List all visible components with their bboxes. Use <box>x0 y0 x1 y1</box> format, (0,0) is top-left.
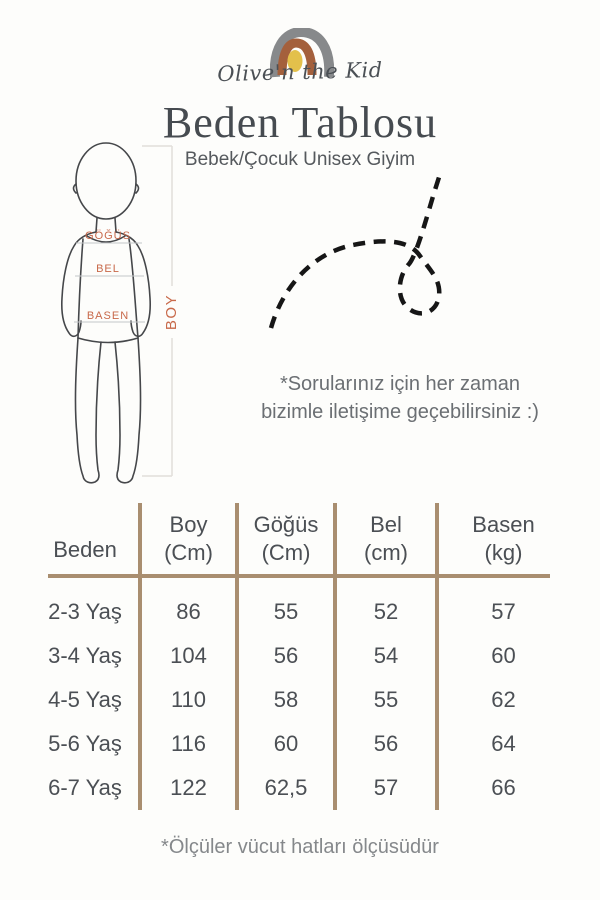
table-row <box>30 722 570 766</box>
column-header-unit: (cm) <box>364 539 408 565</box>
column-header-beden <box>30 503 140 574</box>
chest-label: GÖĞÜS <box>85 230 131 242</box>
contact-note-line1: *Sorularınız için her zaman <box>279 373 521 395</box>
column-header-unit: (kg) <box>484 539 523 565</box>
hip-label: BASEN <box>86 310 130 322</box>
column-header-unit: (Cm) <box>164 539 213 565</box>
cell-beden: 5-6 Yaş <box>48 731 122 756</box>
column-header-basen <box>437 503 570 574</box>
size-table-header <box>30 503 570 574</box>
cell-basen: 64 <box>491 731 516 756</box>
cell-bel: 54 <box>373 643 399 668</box>
table-row <box>30 590 570 634</box>
height-label: BOY <box>162 293 180 331</box>
table-header-rule <box>48 574 550 578</box>
footer-note: *Ölçüler vücut hatları ölçüsüdür <box>161 836 439 858</box>
cell-boy: 116 <box>170 731 207 756</box>
column-header-label: Boy <box>169 511 208 537</box>
cell-basen: 57 <box>491 599 516 624</box>
table-row <box>30 766 570 810</box>
column-header-label: Beden <box>53 537 117 562</box>
dashed-squiggle-decoration <box>258 158 458 343</box>
cell-boy: 86 <box>176 599 201 624</box>
column-header-gogus <box>237 503 335 574</box>
column-header-label: Göğüs <box>253 511 319 537</box>
column-header-label: Bel <box>370 511 402 537</box>
table-row <box>30 678 570 722</box>
cell-gogus: 62,5 <box>264 775 308 800</box>
cell-basen: 66 <box>491 775 516 800</box>
cell-bel: 55 <box>373 687 399 712</box>
waist-label: BEL <box>96 263 120 275</box>
cell-basen: 60 <box>491 643 516 668</box>
cell-gogus: 58 <box>273 687 299 712</box>
contact-note <box>240 370 560 426</box>
column-header-boy <box>140 503 237 574</box>
child-measurement-figure <box>40 140 230 490</box>
cell-boy: 110 <box>170 687 207 712</box>
size-table-body <box>30 590 570 810</box>
cell-gogus: 55 <box>273 599 299 624</box>
cell-boy: 104 <box>170 643 207 668</box>
cell-gogus: 56 <box>273 643 299 668</box>
column-header-unit: (Cm) <box>261 539 311 565</box>
cell-beden: 4-5 Yaş <box>48 687 122 712</box>
page-title: Beden Tablosu <box>162 98 438 147</box>
column-header-label: Basen <box>472 511 535 537</box>
cell-bel: 56 <box>373 731 399 756</box>
cell-bel: 52 <box>373 599 399 624</box>
contact-note-line2: bizimle iletişime geçebilirsiniz :) <box>261 401 539 423</box>
cell-boy: 122 <box>170 775 207 800</box>
cell-beden: 2-3 Yaş <box>48 599 122 624</box>
brand-name: Olive'n the Kid <box>217 57 383 87</box>
table-row <box>30 634 570 678</box>
column-header-bel <box>335 503 437 574</box>
cell-bel: 57 <box>373 775 399 800</box>
cell-beden: 6-7 Yaş <box>48 775 122 800</box>
cell-basen: 62 <box>491 687 516 712</box>
page-subtitle: Bebek/Çocuk Unisex Giyim <box>184 149 416 170</box>
cell-beden: 3-4 Yaş <box>48 643 122 668</box>
cell-gogus: 60 <box>273 731 299 756</box>
